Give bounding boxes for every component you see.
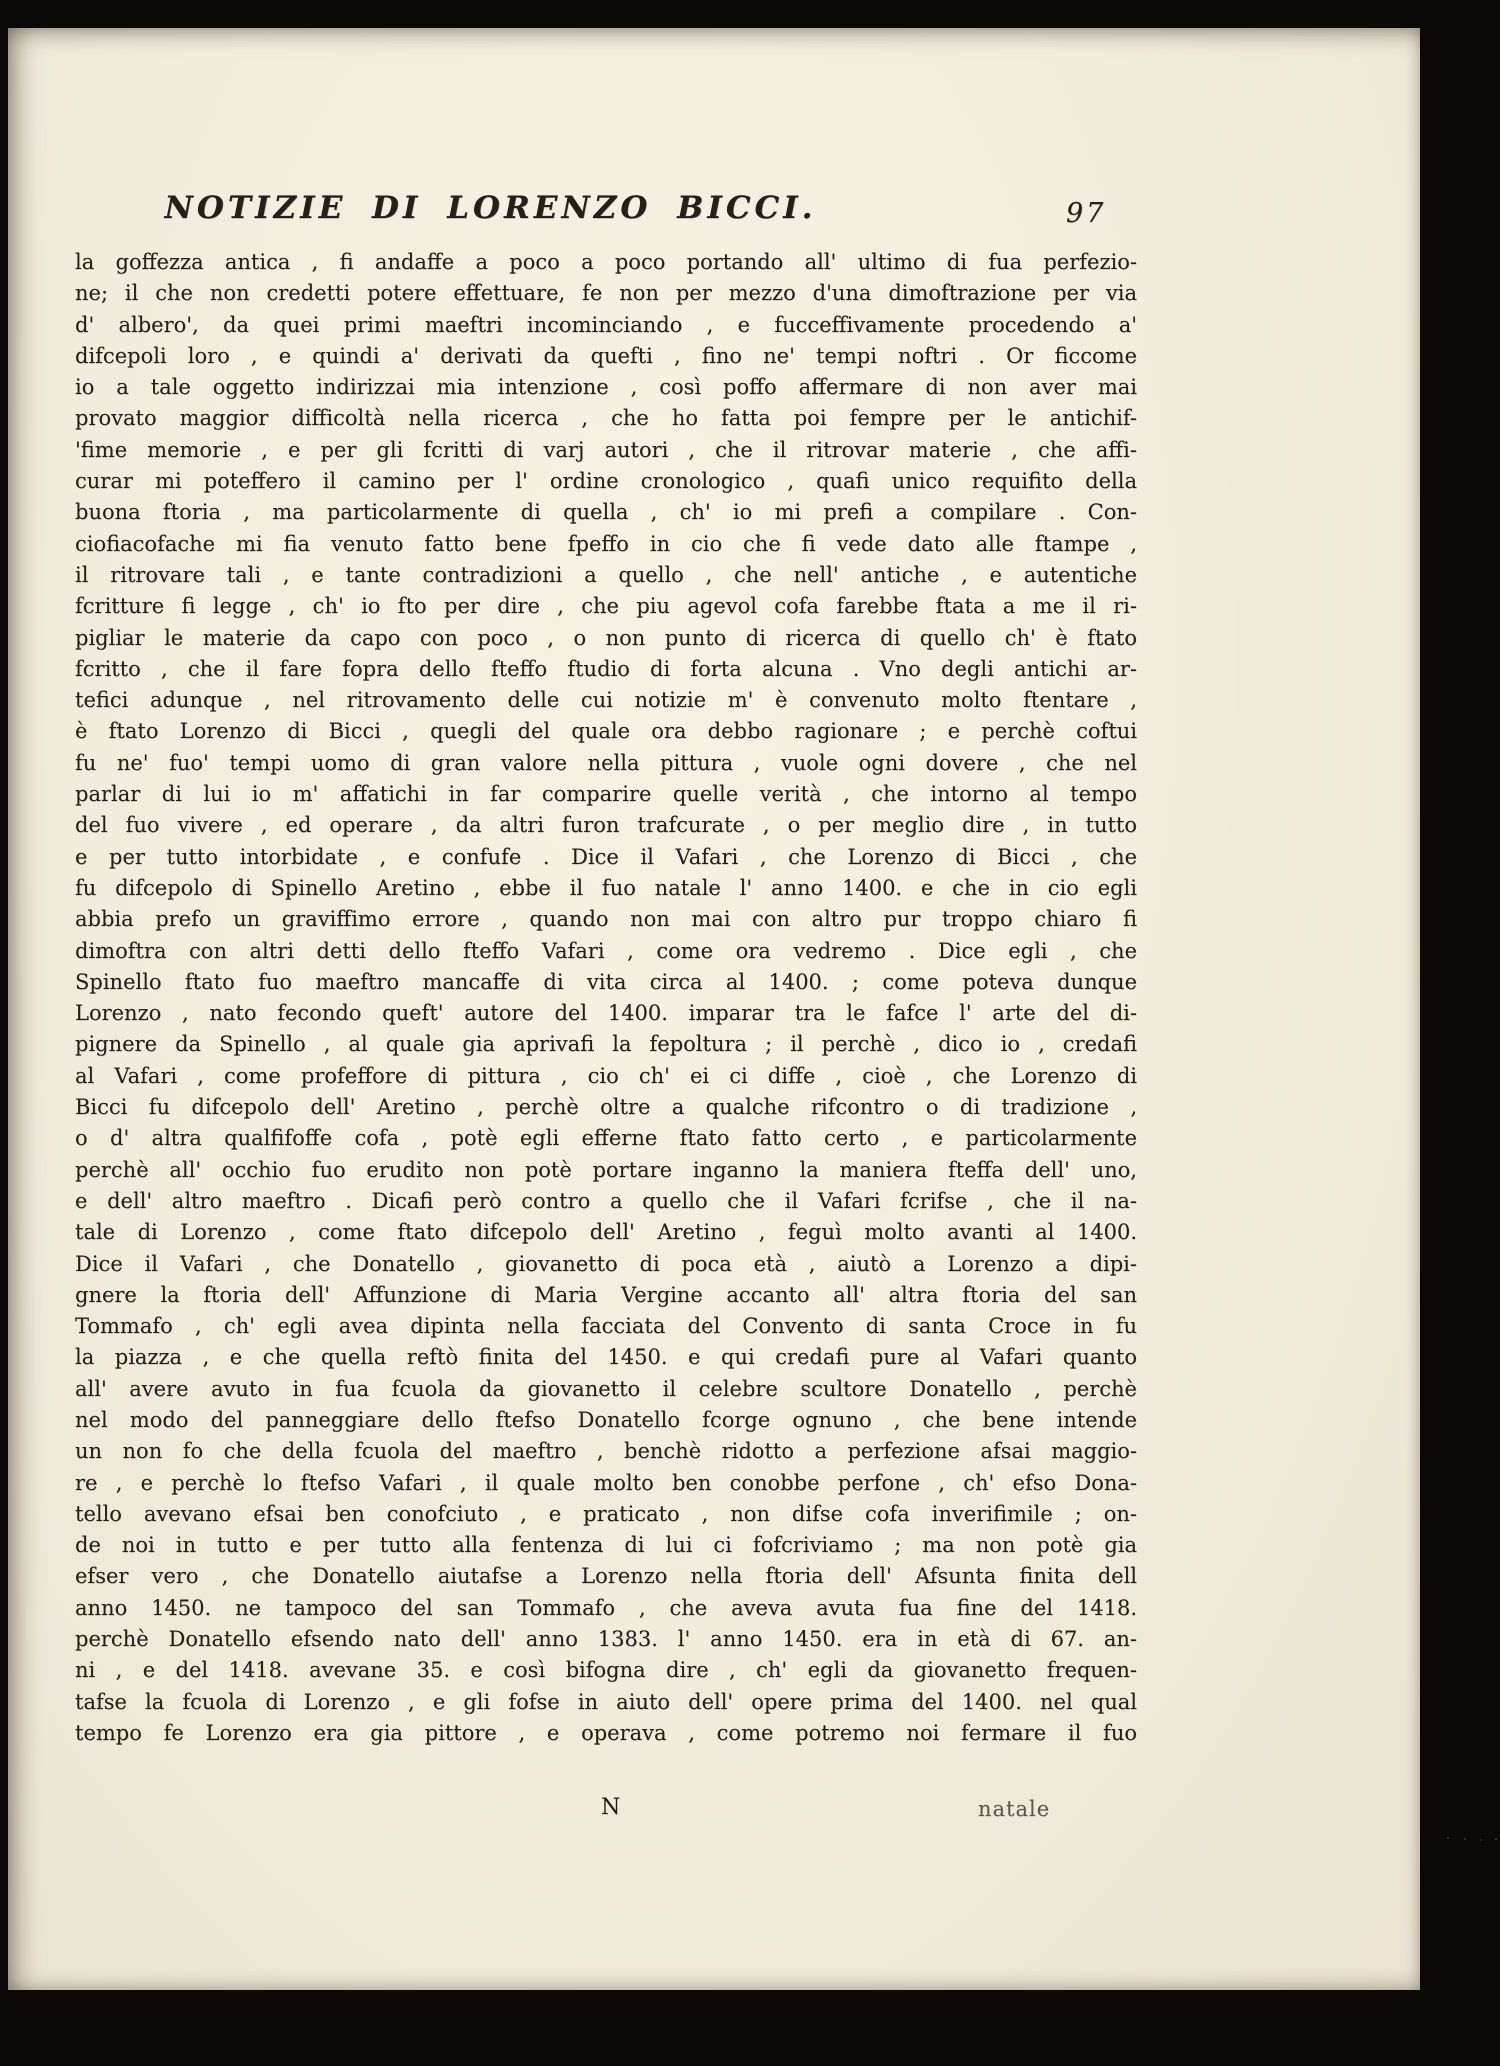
text-line: il ritrovare tali , e tante contradizioni a quello , che nell' antiche , e autentiche	[75, 562, 1137, 587]
text-line: nel modo del panneggiare dello ftefso Donatello fcorge ognuno , che bene intende	[75, 1407, 1137, 1432]
footer-line	[75, 1795, 1137, 1829]
text-line: del fuo vivere , ed operare , da altri furon trafcurate , o per meglio dire , in tutto	[75, 813, 1137, 838]
text-line: de noi in tutto e per tutto alla fentenza di lui ci fofcriviamo ; ma non potè gia	[75, 1533, 1137, 1558]
book-page	[8, 28, 1420, 1990]
text-line: io a tale oggetto indirizzai mia intenzione , così poffo affermare di non aver mai	[75, 375, 1137, 400]
text-line: Spinello ftato fuo maeftro mancaffe di vita circa al 1400. ; come poteva dunque	[75, 969, 1137, 994]
text-line: Bicci fu difcepolo dell' Aretino , perchè oltre a qualche rifcontro o di tradizione ,	[75, 1095, 1137, 1120]
text-line: fcritto , che il fare fopra dello fteffo ftudio di forta alcuna . Vno degli antichi ar-	[75, 656, 1137, 681]
text-line: tello avevano efsai ben conofciuto , e praticato , non difse cofa inverifimile ; on-	[75, 1501, 1137, 1526]
text-line: ni , e del 1418. avevane 35. e così bifogna dire , ch' egli da giovanetto frequen-	[75, 1658, 1137, 1683]
text-line: curar mi poteffero il camino per l' ordine cronologico , quafi unico requifito della	[75, 469, 1137, 494]
body-text	[75, 247, 1137, 1749]
signature-mark: N	[601, 1795, 622, 1820]
text-line: provato maggior difficoltà nella ricerca , che ho fatta poi fempre per le antichif-	[75, 406, 1137, 431]
text-line: all' avere avuto in fua fcuola da giovanetto il celebre scultore Donatello , perchè	[75, 1376, 1137, 1401]
text-line: pigliar le materie da capo con poco , o non punto di ricerca di quello ch' è ftato	[75, 625, 1137, 650]
dust-specks	[1447, 1837, 1449, 1839]
text-line: un non fo che della fcuola del maeftro , benchè ridotto a perfezione afsai maggio-	[75, 1439, 1137, 1464]
text-line: o d' altra qualfifoffe cofa , potè egli efferne ftato fatto certo , e particolarmente	[75, 1126, 1137, 1151]
text-line: ciofiacofache mi fia venuto fatto bene fpeffo in cio che fi vede dato alle ftampe ,	[75, 531, 1137, 556]
text-line: d' albero', da quei primi maeftri incominciando , e fucceffivamente procedendo a'	[75, 312, 1137, 337]
text-line: Tommafo , ch' egli avea dipinta nella facciata del Convento di santa Croce in fu	[75, 1314, 1137, 1339]
text-line: perchè Donatello efsendo nato dell' anno 1383. l' anno 1450. era in età di 67. an-	[75, 1627, 1137, 1652]
text-line: tempo fe Lorenzo era gia pittore , e operava , come potremo noi fermare il fuo	[75, 1720, 1137, 1745]
text-line: tale di Lorenzo , come ftato difcepolo dell' Aretino , feguì molto avanti al 1400.	[75, 1220, 1137, 1245]
running-head	[8, 190, 1420, 240]
text-line: perchè all' occhio fuo erudito non potè portare inganno la maniera fteffa dell' uno,	[75, 1157, 1137, 1182]
text-line: la goffezza antica , fi andaffe a poco a poco portando all' ultimo di fua perfezio-	[75, 250, 1137, 274]
text-line: fcritture fi legge , ch' io fto per dire , che piu agevol cofa farebbe ftata a me il ri-	[75, 594, 1137, 619]
text-line: pignere da Spinello , al quale gia aprivafi la fepoltura ; il perchè , dico io , credafi	[75, 1032, 1137, 1057]
text-line: difcepoli loro , e quindi a' derivati da quefti , fino ne' tempi noftri . Or ficcome	[75, 343, 1137, 368]
text-line: è ftato Lorenzo di Bicci , quegli del quale ora debbo ragionare ; e perchè coftui	[75, 719, 1137, 744]
text-line: tafse la fcuola di Lorenzo , e gli fofse in aiuto dell' opere prima del 1400. nel qual	[75, 1689, 1137, 1714]
text-line: fu difcepolo di Spinello Aretino , ebbe il fuo natale l' anno 1400. e che in cio egli	[75, 875, 1137, 900]
text-line: buona ftoria , ma particolarmente di quella , ch' io mi prefi a compilare . Con-	[75, 500, 1137, 525]
text-line: la piazza , e che quella reftò finita del 1450. e qui credafi pure al Vafari quanto	[75, 1345, 1137, 1370]
text-line: abbia prefo un graviffimo errore , quando non mai con altro pur troppo chiaro fi	[75, 907, 1137, 932]
page-title: NOTIZIE DI LORENZO BICCI.	[164, 190, 817, 226]
text-line: 'fime memorie , e per gli fcritti di varj autori , che il ritrovar materie , che affi-	[75, 437, 1137, 462]
text-line: re , e perchè lo ftefso Vafari , il quale molto ben conobbe perfone , ch' efso Dona-	[75, 1470, 1137, 1495]
text-line: e dell' altro maeftro . Dicafi però contro a quello che il Vafari fcrifse , che il na-	[75, 1188, 1137, 1213]
text-line: Dice il Vafari , che Donatello , giovanetto di poca età , aiutò a Lorenzo a dipi-	[75, 1251, 1137, 1276]
text-line: fu ne' fuo' tempi uomo di gran valore nella pittura , vuole ogni dovere , che nel	[75, 750, 1137, 775]
text-line: anno 1450. ne tampoco del san Tommafo , che aveva avuta fua fine del 1418.	[75, 1595, 1137, 1620]
text-line: tefici adunque , nel ritrovamento delle cui notizie m' è convenuto molto ftentare ,	[75, 688, 1137, 713]
text-line: gnere la ftoria dell' Affunzione di Maria Vergine accanto all' altra ftoria del san	[75, 1282, 1137, 1307]
catchword: natale	[978, 1797, 1051, 1821]
text-line: al Vafari , come profeffore di pittura , cio ch' ei ci diffe , cioè , che Lorenzo di	[75, 1063, 1137, 1088]
text-line: e per tutto intorbidate , e confufe . Dice il Vafari , che Lorenzo di Bicci , che	[75, 844, 1137, 869]
text-line: Lorenzo , nato fecondo queft' autore del 1400. imparar tra le fafce l' arte del di-	[75, 1001, 1137, 1026]
text-line: efser vero , che Donatello aiutafse a Lorenzo nella ftoria dell' Afsunta finita dell	[75, 1564, 1137, 1589]
text-line: parlar di lui io m' affatichi in far comparire quelle verità , che intorno al tempo	[75, 782, 1137, 807]
text-line: ne; il che non credetti potere effettuare, fe non per mezzo d'una dimoftrazione per via	[75, 281, 1137, 306]
text-line: dimoftra con altri detti dello fteffo Vafari , come ora vedremo . Dice egli , che	[75, 938, 1137, 963]
page-number: 97	[1066, 198, 1107, 229]
